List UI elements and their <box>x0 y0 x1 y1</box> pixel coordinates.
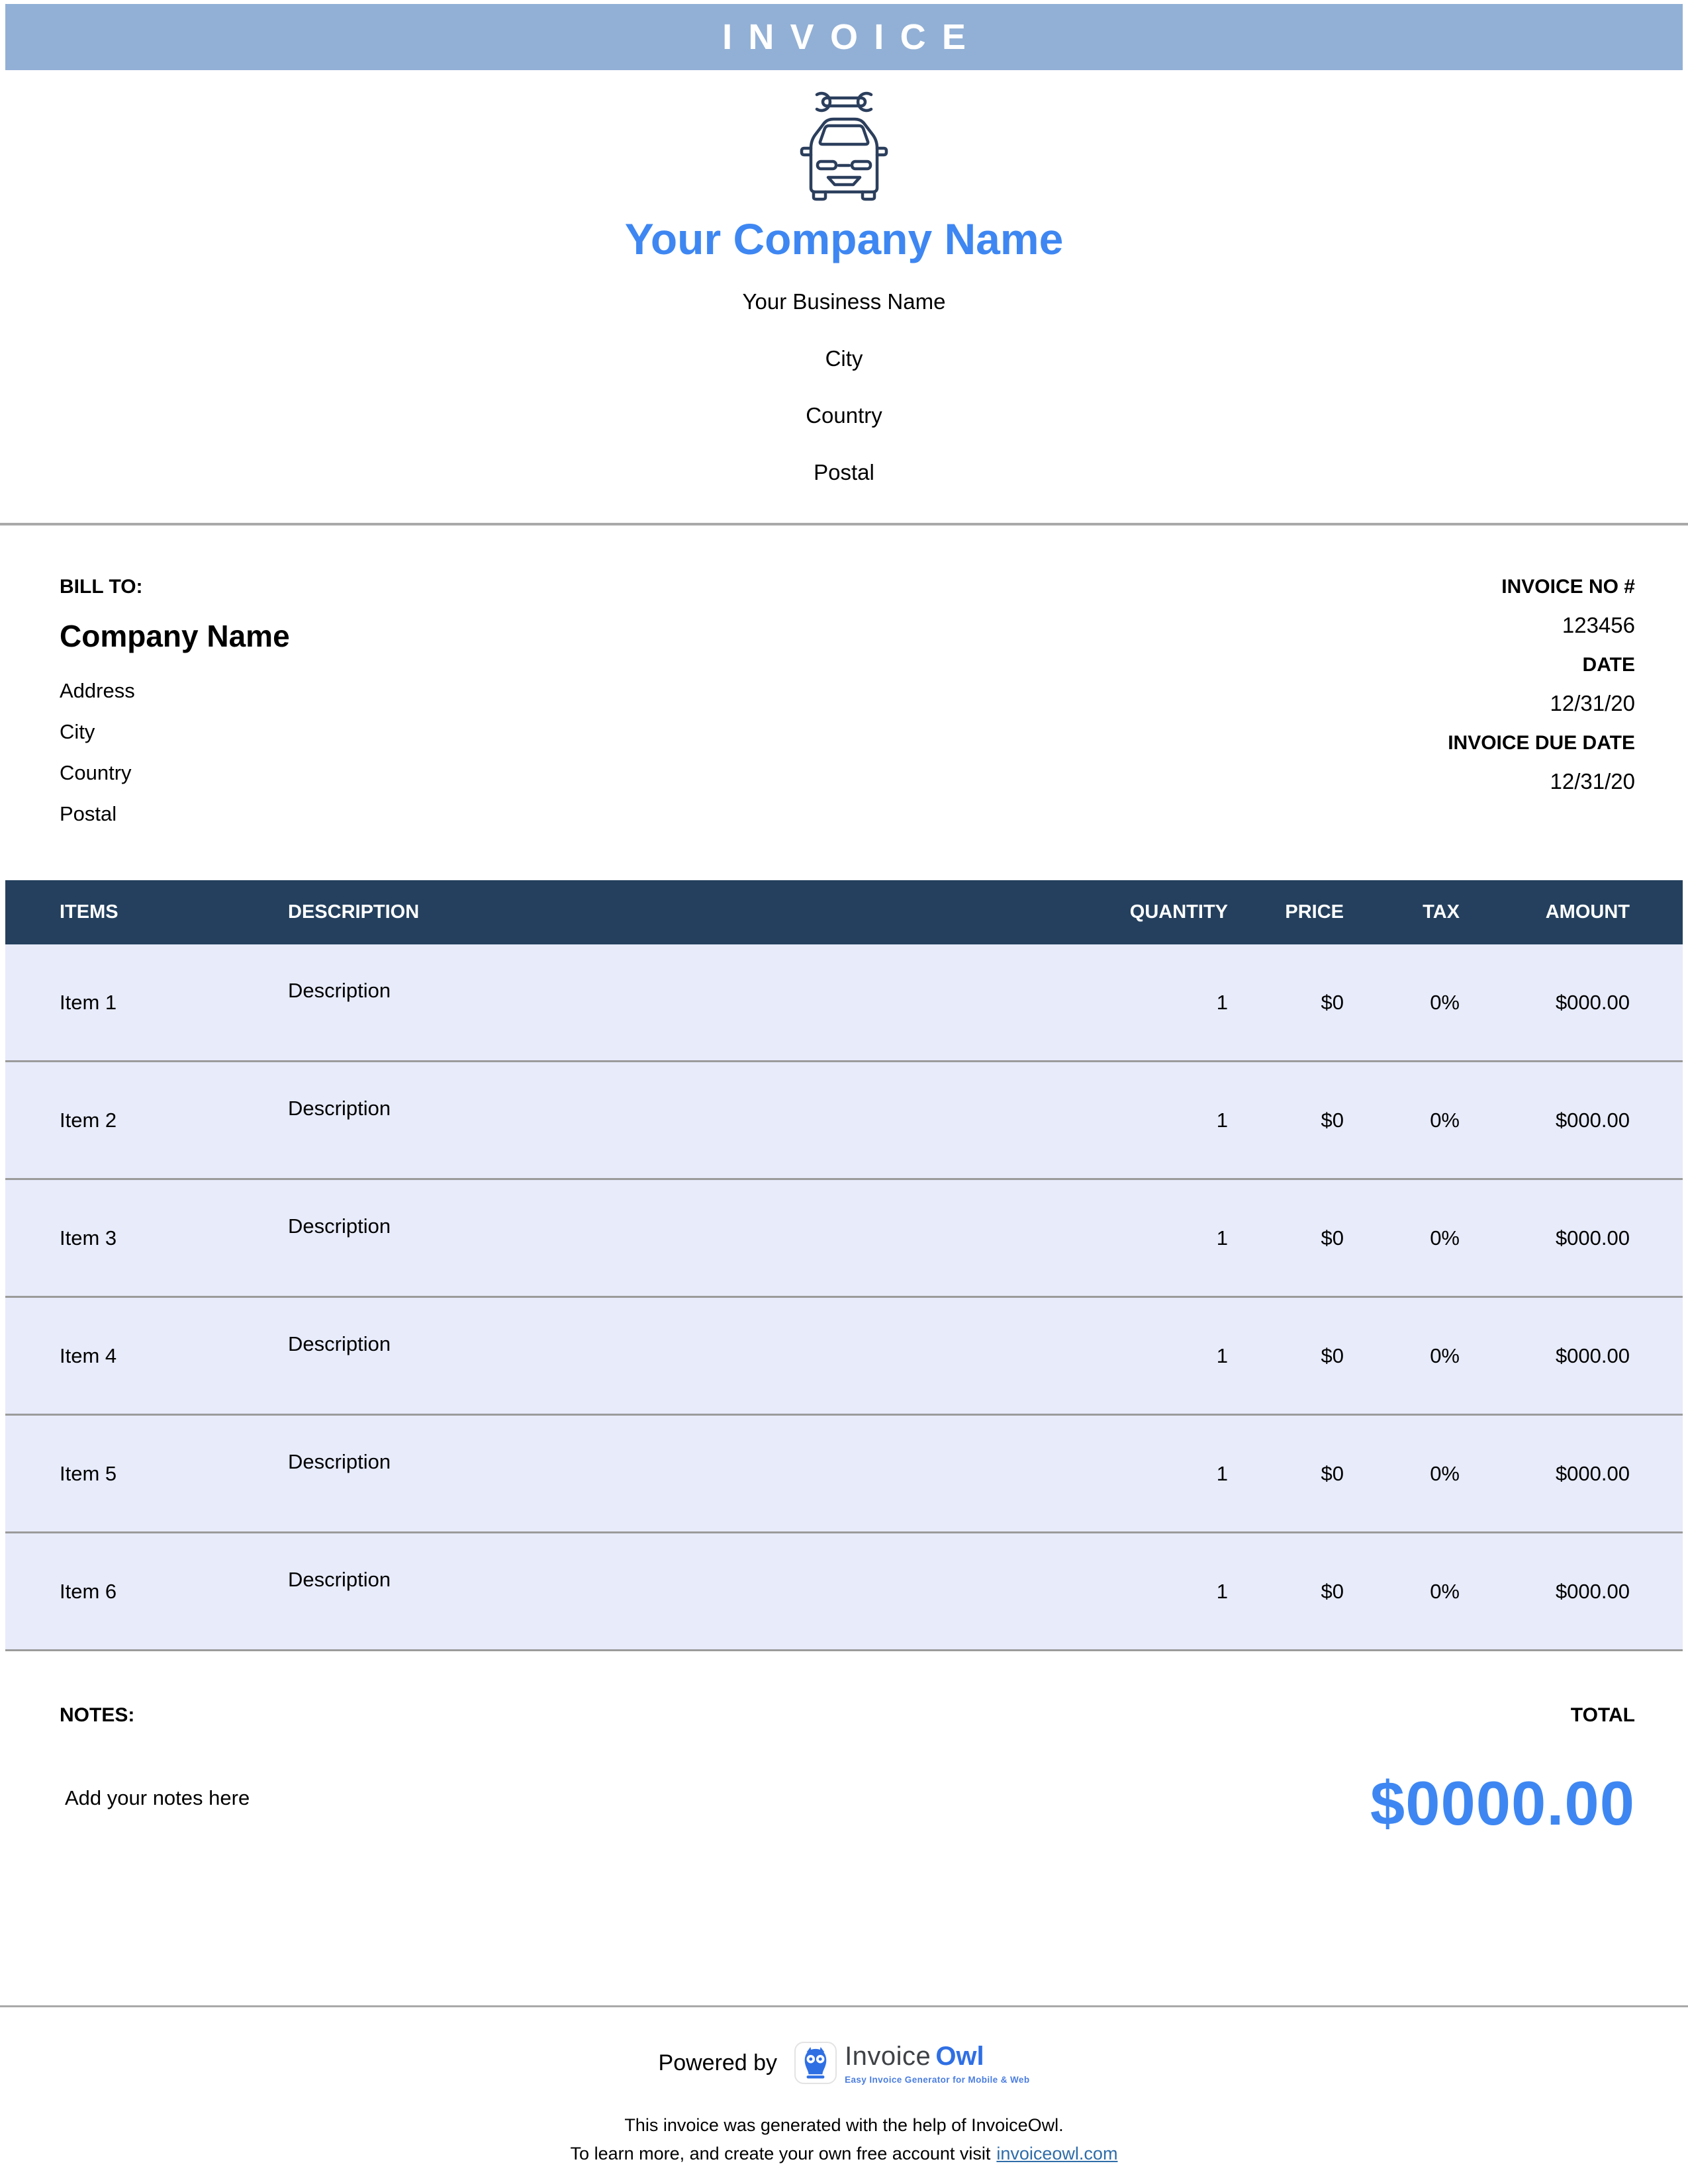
invoice-date-label: DATE <box>1582 654 1635 676</box>
invoice-due-date-label: INVOICE DUE DATE <box>1448 732 1635 754</box>
row-item: Item 2 <box>60 1108 117 1132</box>
total-value: $0000.00 <box>1370 1768 1635 1839</box>
row-description: Description <box>288 1096 391 1120</box>
company-header <box>0 70 1688 484</box>
row-tax: 0% <box>1430 990 1460 1014</box>
header-quantity: QUANTITY <box>1129 901 1228 923</box>
footer-learn-more-text <box>0 2144 1688 2164</box>
row-quantity: 1 <box>1216 1343 1228 1367</box>
table-row <box>5 944 1683 1060</box>
row-quantity: 1 <box>1216 1226 1228 1250</box>
items-table <box>5 880 1683 1651</box>
invoice-meta-block <box>1448 576 1635 826</box>
bill-to-label: BILL TO: <box>60 576 143 598</box>
row-description: Description <box>288 1332 391 1355</box>
row-item: Item 4 <box>60 1343 117 1367</box>
row-tax: 0% <box>1430 1579 1460 1603</box>
header-description: DESCRIPTION <box>288 901 420 923</box>
row-price: $0 <box>1321 1461 1344 1485</box>
invoice-no-value: 123456 <box>1562 613 1635 638</box>
invoice-no-label: INVOICE NO # <box>1501 576 1635 598</box>
total-block <box>1370 1704 1635 1839</box>
company-country: Country <box>806 403 882 428</box>
row-price: $0 <box>1321 990 1344 1014</box>
footer-learn-more-prefix: To learn more, and create your own free account visit <box>570 2144 991 2163</box>
company-name: Your Company Name <box>624 214 1064 263</box>
bill-to-block <box>60 576 290 826</box>
row-amount: $000.00 <box>1555 1343 1630 1367</box>
logo-word-invoice: Invoice <box>845 2042 931 2071</box>
company-postal: Postal <box>814 460 874 485</box>
row-description: Description <box>288 1449 391 1473</box>
row-item: Item 1 <box>60 990 117 1014</box>
header-price: PRICE <box>1285 901 1344 923</box>
row-quantity: 1 <box>1216 1579 1228 1603</box>
invoice-due-date-value: 12/31/20 <box>1550 769 1635 794</box>
row-amount: $000.00 <box>1555 1226 1630 1250</box>
car-repair-icon <box>0 87 1688 205</box>
powered-by-row <box>0 2042 1688 2085</box>
footer-generated-text: This invoice was generated with the help of InvoiceOwl. <box>624 2115 1064 2135</box>
bill-to-country: Country <box>60 761 132 785</box>
row-item: Item 5 <box>60 1461 117 1485</box>
footer <box>0 2005 1688 2184</box>
powered-by-text: Powered by <box>658 2050 778 2075</box>
invoice-banner <box>5 4 1683 70</box>
invoice-date-value: 12/31/20 <box>1550 691 1635 716</box>
logo-wordmark <box>845 2042 1029 2071</box>
row-item: Item 6 <box>60 1579 117 1603</box>
summary-section <box>0 1651 1688 1839</box>
row-amount: $000.00 <box>1555 990 1630 1014</box>
row-price: $0 <box>1321 1108 1344 1132</box>
logo-word-owl: Owl <box>935 2042 984 2071</box>
bill-to-postal: Postal <box>60 802 117 826</box>
table-row <box>5 1414 1683 1531</box>
notes-label: NOTES: <box>60 1704 135 1727</box>
table-row <box>5 1060 1683 1178</box>
header-tax: TAX <box>1423 901 1460 923</box>
row-description: Description <box>288 1214 391 1238</box>
items-table-header <box>5 880 1683 944</box>
row-item: Item 3 <box>60 1226 117 1250</box>
row-quantity: 1 <box>1216 1461 1228 1485</box>
row-tax: 0% <box>1430 1226 1460 1250</box>
row-amount: $000.00 <box>1555 1461 1630 1485</box>
parties-section <box>0 525 1688 826</box>
row-tax: 0% <box>1430 1343 1460 1367</box>
logo-text <box>845 2042 1029 2085</box>
footer-divider <box>0 2005 1688 2007</box>
table-row <box>5 1178 1683 1296</box>
company-city: City <box>825 346 863 371</box>
header-amount: AMOUNT <box>1545 901 1630 923</box>
row-price: $0 <box>1321 1226 1344 1250</box>
header-items: ITEMS <box>60 901 118 923</box>
row-quantity: 1 <box>1216 1108 1228 1132</box>
bill-to-address: Address <box>60 679 135 703</box>
row-description: Description <box>288 978 391 1002</box>
row-amount: $000.00 <box>1555 1579 1630 1603</box>
invoice-banner-title: INVOICE <box>722 17 982 57</box>
owl-logo-icon <box>794 2042 837 2084</box>
notes-block <box>60 1704 250 1839</box>
table-row <box>5 1296 1683 1414</box>
notes-text: Add your notes here <box>65 1786 250 1810</box>
table-row <box>5 1531 1683 1649</box>
row-tax: 0% <box>1430 1461 1460 1485</box>
row-price: $0 <box>1321 1579 1344 1603</box>
invoiceowl-logo <box>794 2042 1029 2085</box>
total-label: TOTAL <box>1570 1704 1635 1727</box>
bill-to-city: City <box>60 720 95 744</box>
row-amount: $000.00 <box>1555 1108 1630 1132</box>
row-description: Description <box>288 1567 391 1591</box>
row-tax: 0% <box>1430 1108 1460 1132</box>
company-business-name: Your Business Name <box>742 289 946 314</box>
logo-tagline: Easy Invoice Generator for Mobile & Web <box>845 2075 1030 2085</box>
invoiceowl-link[interactable]: invoiceowl.com <box>996 2144 1118 2163</box>
row-quantity: 1 <box>1216 990 1228 1014</box>
row-price: $0 <box>1321 1343 1344 1367</box>
bill-to-company-name: Company Name <box>60 619 290 654</box>
